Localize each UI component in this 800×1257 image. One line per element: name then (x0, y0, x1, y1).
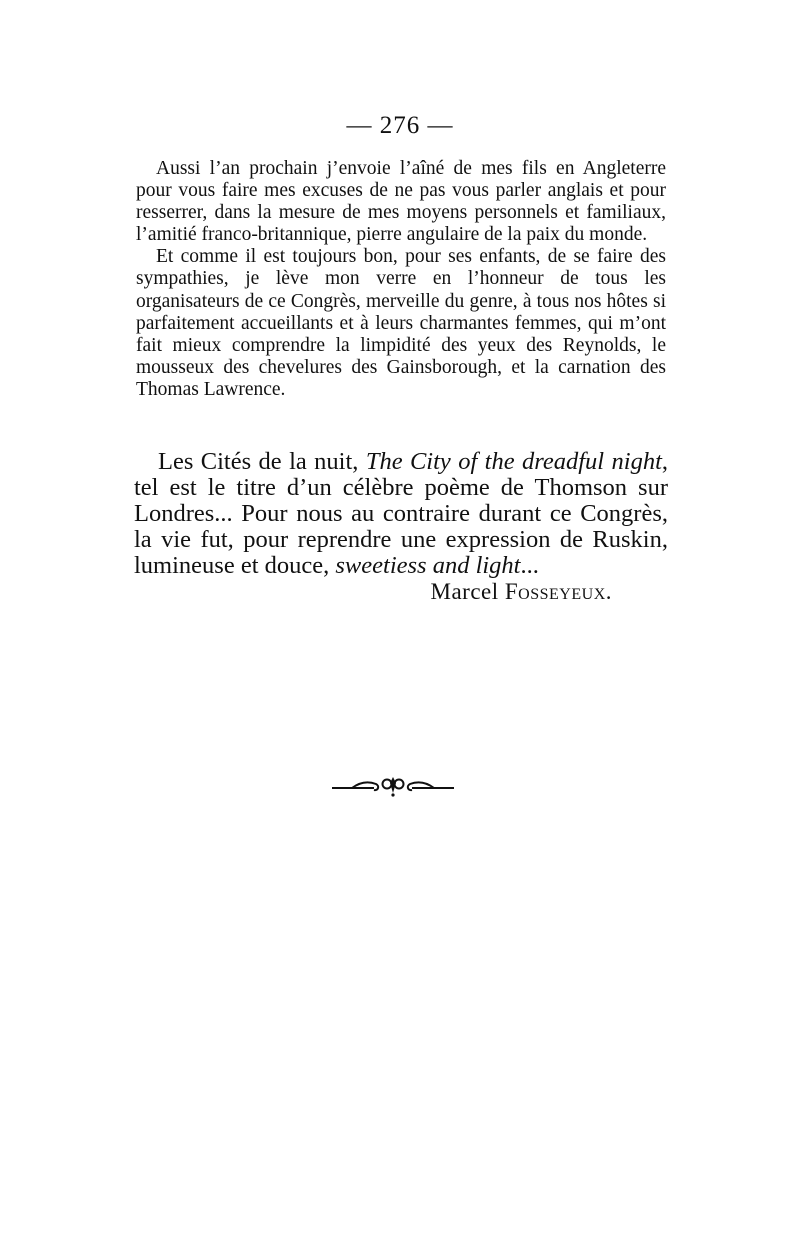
closing-part-1: Les Cités de la nuit, (158, 448, 366, 475)
signature (0, 579, 612, 605)
paragraph-1: Aussi l’an prochain j’envoie l’aîné de mes fils en Angleterre pour vous faire mes excuses de ne pas vous parler anglais et pour resserrer, dans la mesure de mes moyens personnels et familiaux, l’amitié franco-britannique, pierre angulaire de la paix du monde. (136, 158, 666, 246)
toast-text (136, 158, 666, 401)
decorative-tailpiece-icon (330, 772, 456, 798)
paragraph-2: Et comme il est toujours bon, pour ses enfants, de se faire des sympathies, je lève mon verre en l’honneur de tous les organisateurs de ce Congrès, merveille du genre, à tous nos hôtes si parfaitement accueillants et à leurs charmantes femmes, qui m’ont fait mieux comprendre la limpidité des yeux des Reynolds, le mousseux des chevelures des Gainsborough, et la carnation des Thomas Lawrence. (136, 246, 666, 400)
closing-text (134, 449, 668, 579)
signature-end: . (605, 579, 612, 604)
signature-first-name: Marcel (430, 579, 499, 604)
closing-part-3: ... (520, 552, 539, 579)
poem-title: The City of the dreadful night (365, 448, 662, 475)
closing-paragraph (134, 449, 668, 579)
closing-part-2: , tel est le titre d’un célèbre poème de Thomson sur Londres... Pour nous au contraire durant ce Congrès, la vie fut, pour reprendre une expression de Ruskin, lumineuse et douce, (134, 448, 668, 579)
page-number: — 276 — (346, 112, 454, 139)
ruskin-phrase: sweetiess and light (335, 552, 521, 579)
signature-last-name: Fosseyeux (504, 579, 606, 604)
